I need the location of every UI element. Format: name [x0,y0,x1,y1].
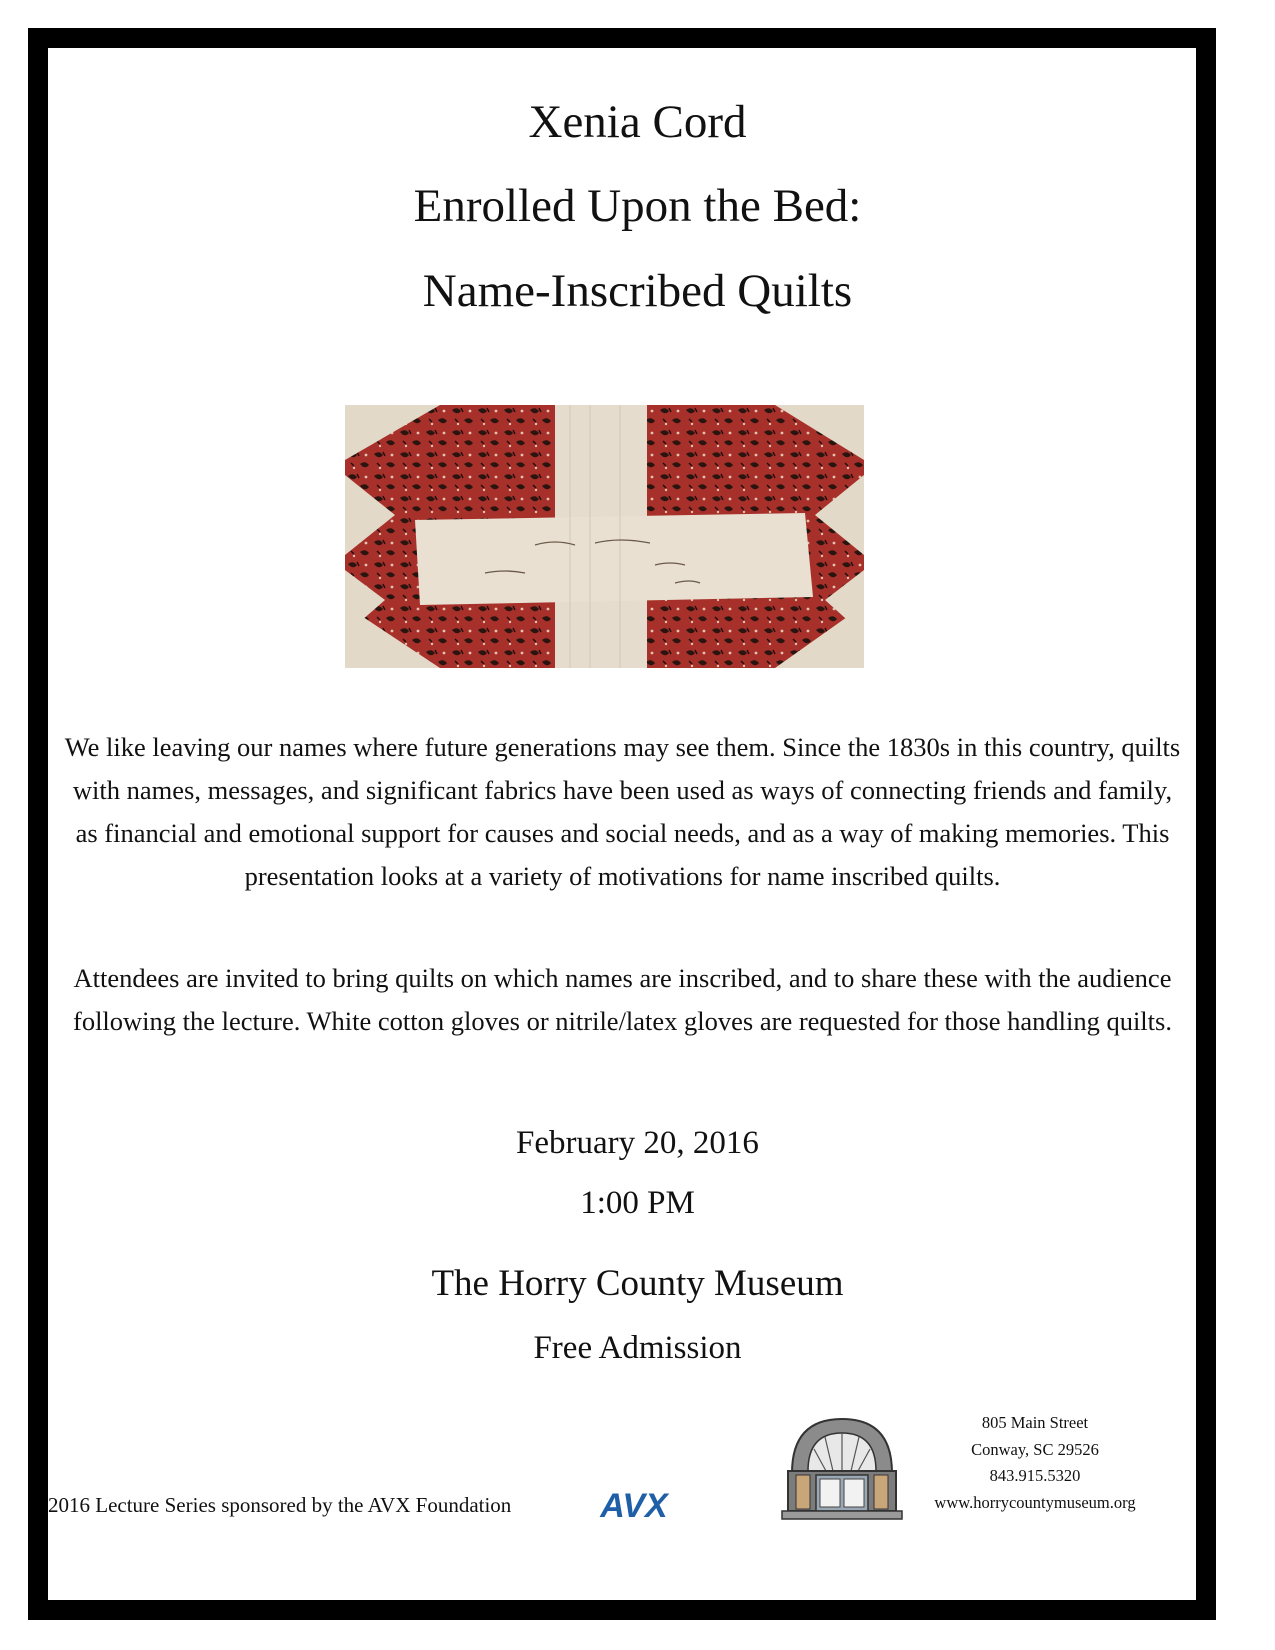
phone-number: 843.915.5320 [989,1466,1081,1485]
city-address: Conway, SC 29526 [971,1439,1099,1459]
address-block [900,1410,1170,1516]
lecture-title-line1: Enrolled Upon the Bed: [413,180,862,232]
museum-building-icon [776,1413,908,1523]
attendee-paragraph: Attendees are invited to bring quilts on which names are inscribed, and to share these with the audience following the lecture. White cotton gloves or nitrile/latex gloves are requested for those handling quilts. [73,963,1172,1036]
street-address: 805 Main Street [981,1413,1089,1432]
website-url[interactable]: www.horrycountymuseum.org [934,1492,1136,1512]
description-paragraph: We like leaving our names where future generations may see them. Since the 1830s in this country, quilts with names, messages, and significant fabrics have been used as ways of connecting friends and family, as financial and emotional support for causes and social needs, and as a way of making memories. This presentation looks at a variety of motivations for name inscribed quilts. [64,732,1181,891]
lecture-title-line2: Name-Inscribed Quilts [422,265,853,317]
event-time: 1:00 PM [580,1185,695,1221]
event-date: February 20, 2016 [516,1125,759,1161]
admission-note: Free Admission [533,1330,742,1366]
quilt-photo [345,405,864,668]
event-venue: The Horry County Museum [431,1263,844,1304]
sponsor-text: 2016 Lecture Series sponsored by the AVX Foundation [48,1493,512,1517]
avx-logo-text: AVX [600,1487,668,1521]
avx-logo [590,1485,678,1521]
speaker-name: Xenia Cord [528,96,747,148]
